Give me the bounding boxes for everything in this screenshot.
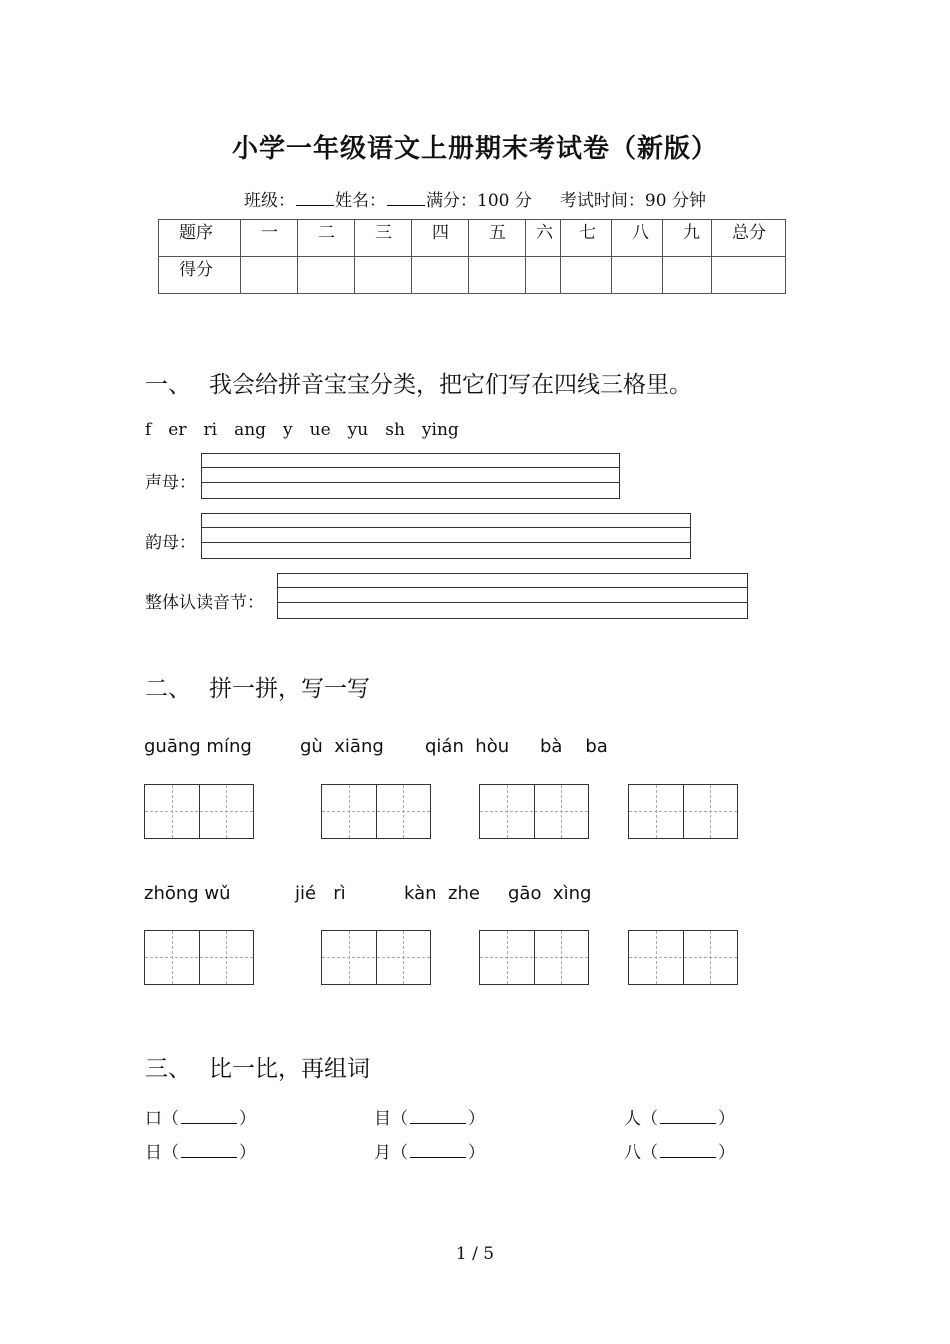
pinyin-word: guāng míng bbox=[144, 736, 252, 757]
pinyin-word: jié rì bbox=[295, 883, 346, 904]
writing-grid[interactable] bbox=[628, 784, 738, 839]
syllable: ang bbox=[234, 420, 267, 440]
answer-blank[interactable] bbox=[410, 1143, 466, 1158]
table-cell: 得分 bbox=[159, 257, 241, 294]
full-score: 满分：100 分 bbox=[426, 191, 532, 211]
score-cell[interactable] bbox=[241, 257, 298, 294]
syllable-list bbox=[145, 420, 476, 440]
answer-blank[interactable] bbox=[410, 1109, 466, 1124]
score-cell[interactable] bbox=[612, 257, 663, 294]
exam-info bbox=[0, 186, 950, 211]
name-label: 姓名： bbox=[335, 191, 387, 211]
score-cell[interactable] bbox=[712, 257, 786, 294]
writing-grid[interactable] bbox=[321, 784, 431, 839]
syllable: y bbox=[283, 420, 293, 440]
compare-item: 人（ ） bbox=[624, 1109, 735, 1129]
compare-item: 目（ ） bbox=[374, 1109, 485, 1129]
syllable: ri bbox=[203, 420, 218, 440]
section-title: 比一比，再组词 bbox=[209, 1056, 370, 1082]
compare-item: 日（ ） bbox=[145, 1143, 256, 1163]
section-2-heading bbox=[145, 670, 370, 703]
writing-grid[interactable] bbox=[628, 930, 738, 985]
finals-writing-lines[interactable] bbox=[201, 513, 691, 559]
page-number: 1 / 5 bbox=[455, 1244, 495, 1264]
compare-item: 口（ ） bbox=[145, 1109, 256, 1129]
compare-item: 八（ ） bbox=[624, 1143, 735, 1163]
table-cell: 二 bbox=[298, 220, 355, 257]
table-cell: 一 bbox=[241, 220, 298, 257]
section-number: 二、 bbox=[145, 676, 191, 702]
pinyin-word: qián hòu bbox=[425, 736, 510, 757]
answer-blank[interactable] bbox=[181, 1143, 237, 1158]
whole-syllables-writing-lines[interactable] bbox=[277, 573, 748, 619]
writing-grid[interactable] bbox=[321, 930, 431, 985]
syllable: er bbox=[168, 420, 187, 440]
section-number: 三、 bbox=[145, 1056, 191, 1082]
score-cell[interactable] bbox=[298, 257, 355, 294]
score-table-header-row bbox=[159, 220, 786, 257]
score-table-score-row bbox=[159, 257, 786, 294]
syllable: yu bbox=[347, 420, 369, 440]
initials-writing-lines[interactable] bbox=[201, 453, 620, 499]
answer-blank[interactable] bbox=[660, 1143, 716, 1158]
pinyin-word: zhōng wǔ bbox=[144, 883, 231, 904]
score-cell[interactable] bbox=[526, 257, 561, 294]
answer-blank[interactable] bbox=[181, 1109, 237, 1124]
compare-item: 月（ ） bbox=[374, 1143, 485, 1163]
score-cell[interactable] bbox=[469, 257, 526, 294]
syllable: ying bbox=[421, 420, 459, 440]
exam-time: 考试时间：90 分钟 bbox=[559, 191, 706, 211]
pinyin-word: kàn zhe bbox=[404, 883, 480, 904]
name-blank[interactable] bbox=[387, 191, 425, 206]
score-table bbox=[158, 219, 786, 294]
syllable: ue bbox=[309, 420, 331, 440]
section-3-heading bbox=[145, 1050, 370, 1083]
pinyin-word: gāo xìng bbox=[508, 883, 592, 904]
section-title: 拼一拼，写一写 bbox=[209, 676, 370, 702]
writing-grid[interactable] bbox=[144, 784, 254, 839]
section-1-heading bbox=[145, 366, 692, 399]
score-cell[interactable] bbox=[412, 257, 469, 294]
writing-grid[interactable] bbox=[144, 930, 254, 985]
whole-syllables-label: 整体认读音节： bbox=[145, 593, 264, 613]
page-title: 小学一年级语文上册期末考试卷（新版） bbox=[231, 134, 718, 164]
section-title: 我会给拼音宝宝分类，把它们写在四线三格里。 bbox=[209, 372, 692, 398]
table-cell: 题序 bbox=[159, 220, 241, 257]
syllable: sh bbox=[385, 420, 405, 440]
pinyin-word: bà ba bbox=[540, 736, 608, 757]
pinyin-word: gù xiāng bbox=[300, 736, 384, 757]
table-cell: 七 bbox=[561, 220, 612, 257]
class-blank[interactable] bbox=[296, 191, 334, 206]
table-cell: 五 bbox=[469, 220, 526, 257]
score-cell[interactable] bbox=[355, 257, 412, 294]
finals-label: 韵母： bbox=[145, 533, 196, 553]
initials-label: 声母： bbox=[145, 473, 196, 493]
score-cell[interactable] bbox=[561, 257, 612, 294]
table-cell: 四 bbox=[412, 220, 469, 257]
table-cell: 九 bbox=[663, 220, 712, 257]
writing-grid[interactable] bbox=[479, 930, 589, 985]
score-cell[interactable] bbox=[663, 257, 712, 294]
section-number: 一、 bbox=[145, 372, 191, 398]
class-label: 班级： bbox=[244, 191, 296, 211]
table-cell: 总分 bbox=[712, 220, 786, 257]
answer-blank[interactable] bbox=[660, 1109, 716, 1124]
syllable: f bbox=[145, 420, 152, 440]
table-cell: 三 bbox=[355, 220, 412, 257]
table-cell: 八 bbox=[612, 220, 663, 257]
table-cell: 六 bbox=[526, 220, 561, 257]
writing-grid[interactable] bbox=[479, 784, 589, 839]
